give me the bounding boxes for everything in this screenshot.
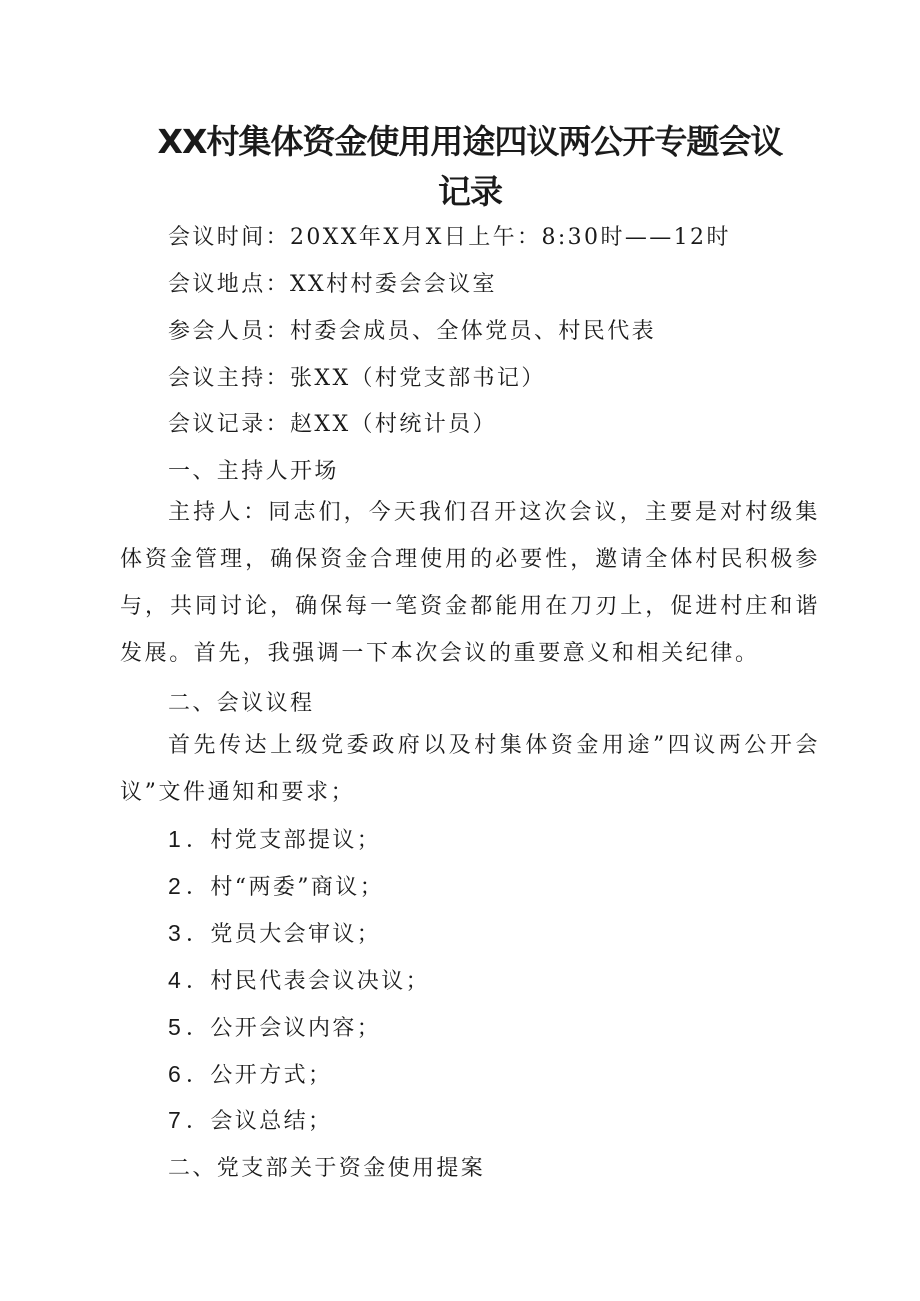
agenda-item-text: ．村民代表会议决议； (186, 969, 431, 994)
agenda-item-number: 6 (168, 1061, 184, 1087)
agenda-item-number: 7 (168, 1107, 184, 1133)
meeting-time: 会议时间：20XX年X月X日上午：8:30时——12时 (168, 225, 731, 250)
agenda-item-number: 4 (168, 967, 184, 993)
agenda-item (168, 1011, 381, 1042)
document-title-line-2: 记录 (438, 172, 502, 211)
agenda-item-text: ．村“两委”商议； (186, 875, 385, 900)
section-heading-agenda: 二、会议议程 (168, 691, 315, 716)
agenda-item-text: ．公开方式； (186, 1063, 333, 1088)
agenda-item (168, 1058, 332, 1089)
agenda-item-text: ．村党支部提议； (186, 828, 382, 853)
agenda-item-number: 5 (168, 1014, 184, 1040)
agenda-item-number: 2 (168, 873, 184, 899)
meeting-place: 会议地点：XX村村委会会议室 (168, 272, 497, 297)
meeting-host: 会议主持：张XX（村党支部书记） (168, 366, 546, 391)
agenda-item (168, 870, 384, 901)
meeting-recorder: 会议记录：赵XX（村统计员） (168, 412, 497, 437)
agenda-item-text: ．党员大会审议； (186, 922, 382, 947)
agenda-item (168, 823, 381, 854)
agenda-item (168, 917, 381, 948)
agenda-intro-paragraph: 首先传达上级党委政府以及村集体资金用途”四议两公开会议”文件通知和要求； (120, 733, 820, 805)
agenda-item-text: ．会议总结； (186, 1109, 333, 1134)
agenda-item-text: ．公开会议内容； (186, 1016, 382, 1041)
meeting-attendees: 参会人员：村委会成员、全体党员、村民代表 (168, 319, 657, 344)
agenda-item (168, 1104, 332, 1135)
section-heading-host-opening: 一、主持人开场 (168, 459, 339, 484)
section-heading-proposal: 二、党支部关于资金使用提案 (168, 1156, 486, 1181)
agenda-item-number: 1 (168, 826, 184, 852)
agenda-item-number: 3 (168, 920, 184, 946)
host-opening-paragraph: 主持人：同志们，今天我们召开这次会议，主要是对村级集体资金管理，确保资金合理使用的必要性，邀请全体村民积极参与，共同讨论，确保每一笔资金都能用在刀刃上，促进村庄和谐发展。首先，我强调一下本次会议的重要意义和相关纪律。 (120, 500, 820, 666)
document-title-line-1: XX村集体资金使用用途四议两公开专题会议 (157, 122, 783, 161)
agenda-item (168, 964, 430, 995)
